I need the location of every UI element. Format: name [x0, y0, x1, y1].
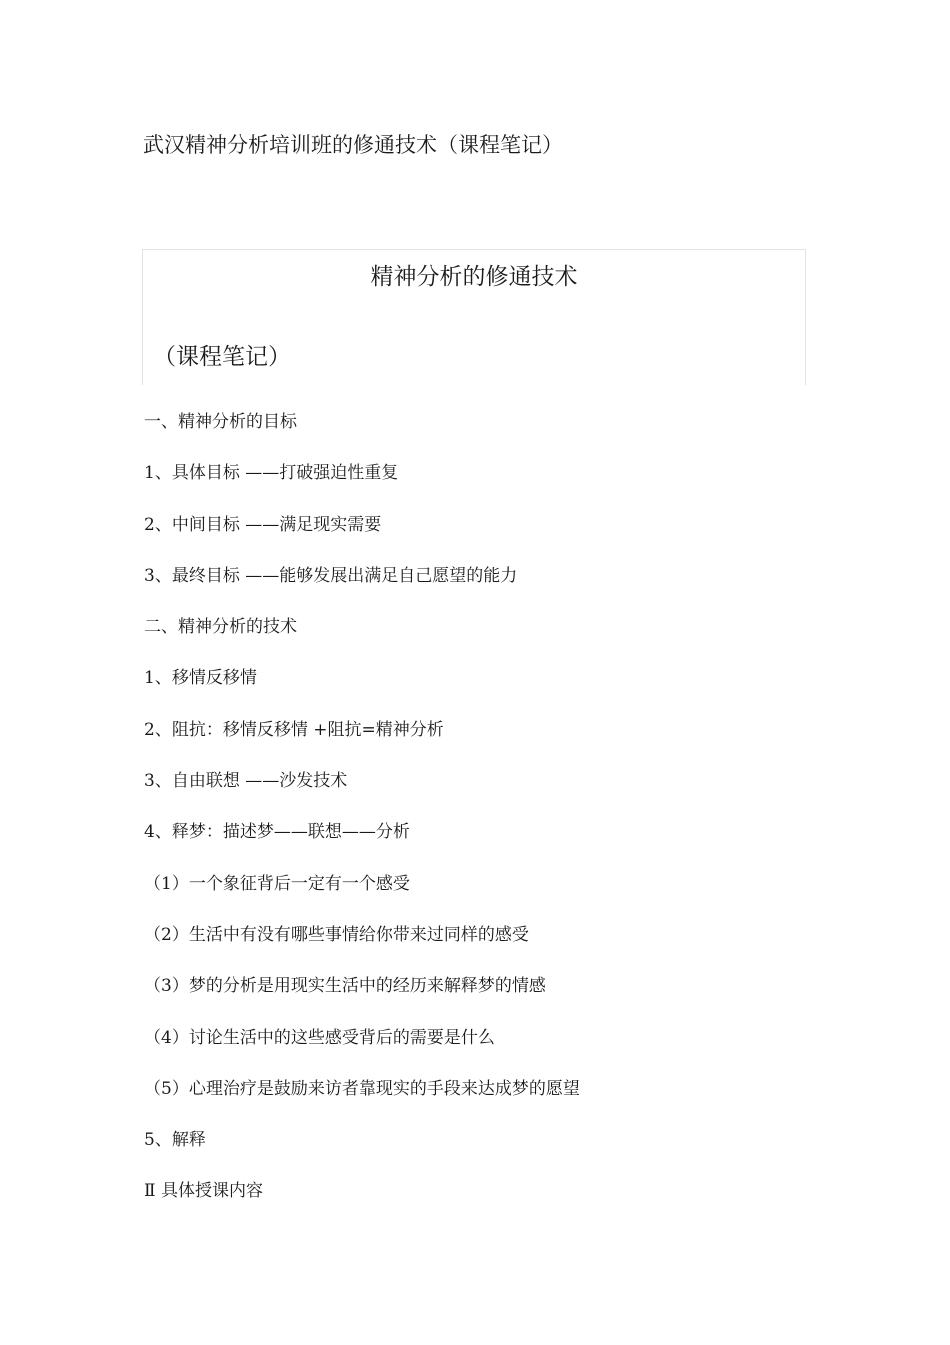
list-item: 3、最终目标 ——能够发展出满足自己愿望的能力 — [144, 565, 518, 586]
sub-list-item: （4）讨论生活中的这些感受背后的需要是什么 — [144, 1027, 495, 1048]
course-header-box — [142, 249, 806, 385]
section-heading-techniques: 二、精神分析的技术 — [144, 617, 297, 638]
sub-list-item: （5）心理治疗是鼓励来访者靠现实的手段来达成梦的愿望 — [144, 1078, 580, 1099]
document-title: 武汉精神分析培训班的修通技术（课程笔记） — [143, 133, 563, 157]
course-subtitle: （课程笔记） — [153, 344, 291, 370]
sub-list-item: （1）一个象征背后一定有一个感受 — [144, 873, 410, 894]
list-item: 5、解释 — [144, 1130, 206, 1151]
list-item: 2、阻抗：移情反移情 +阻抗=精神分析 — [144, 719, 444, 740]
list-item: 1、移情反移情 — [144, 668, 257, 689]
list-item: 4、释梦：描述梦——联想——分析 — [144, 822, 410, 843]
list-item: 3、自由联想 ——沙发技术 — [144, 771, 348, 792]
list-item: 2、中间目标 ——满足现实需要 — [144, 514, 382, 535]
notes-content — [144, 408, 580, 1229]
sub-list-item: （3）梦的分析是用现实生活中的经历来解释梦的情感 — [144, 976, 546, 997]
section-heading-goals: 一、精神分析的目标 — [144, 412, 297, 432]
sub-list-item: （2）生活中有没有哪些事情给你带来过同样的感受 — [144, 924, 529, 945]
section-heading-course-content: Ⅱ 具体授课内容 — [144, 1181, 263, 1202]
list-item: 1、具体目标 ——打破强迫性重复 — [144, 463, 399, 484]
course-title: 精神分析的修通技术 — [370, 264, 578, 290]
